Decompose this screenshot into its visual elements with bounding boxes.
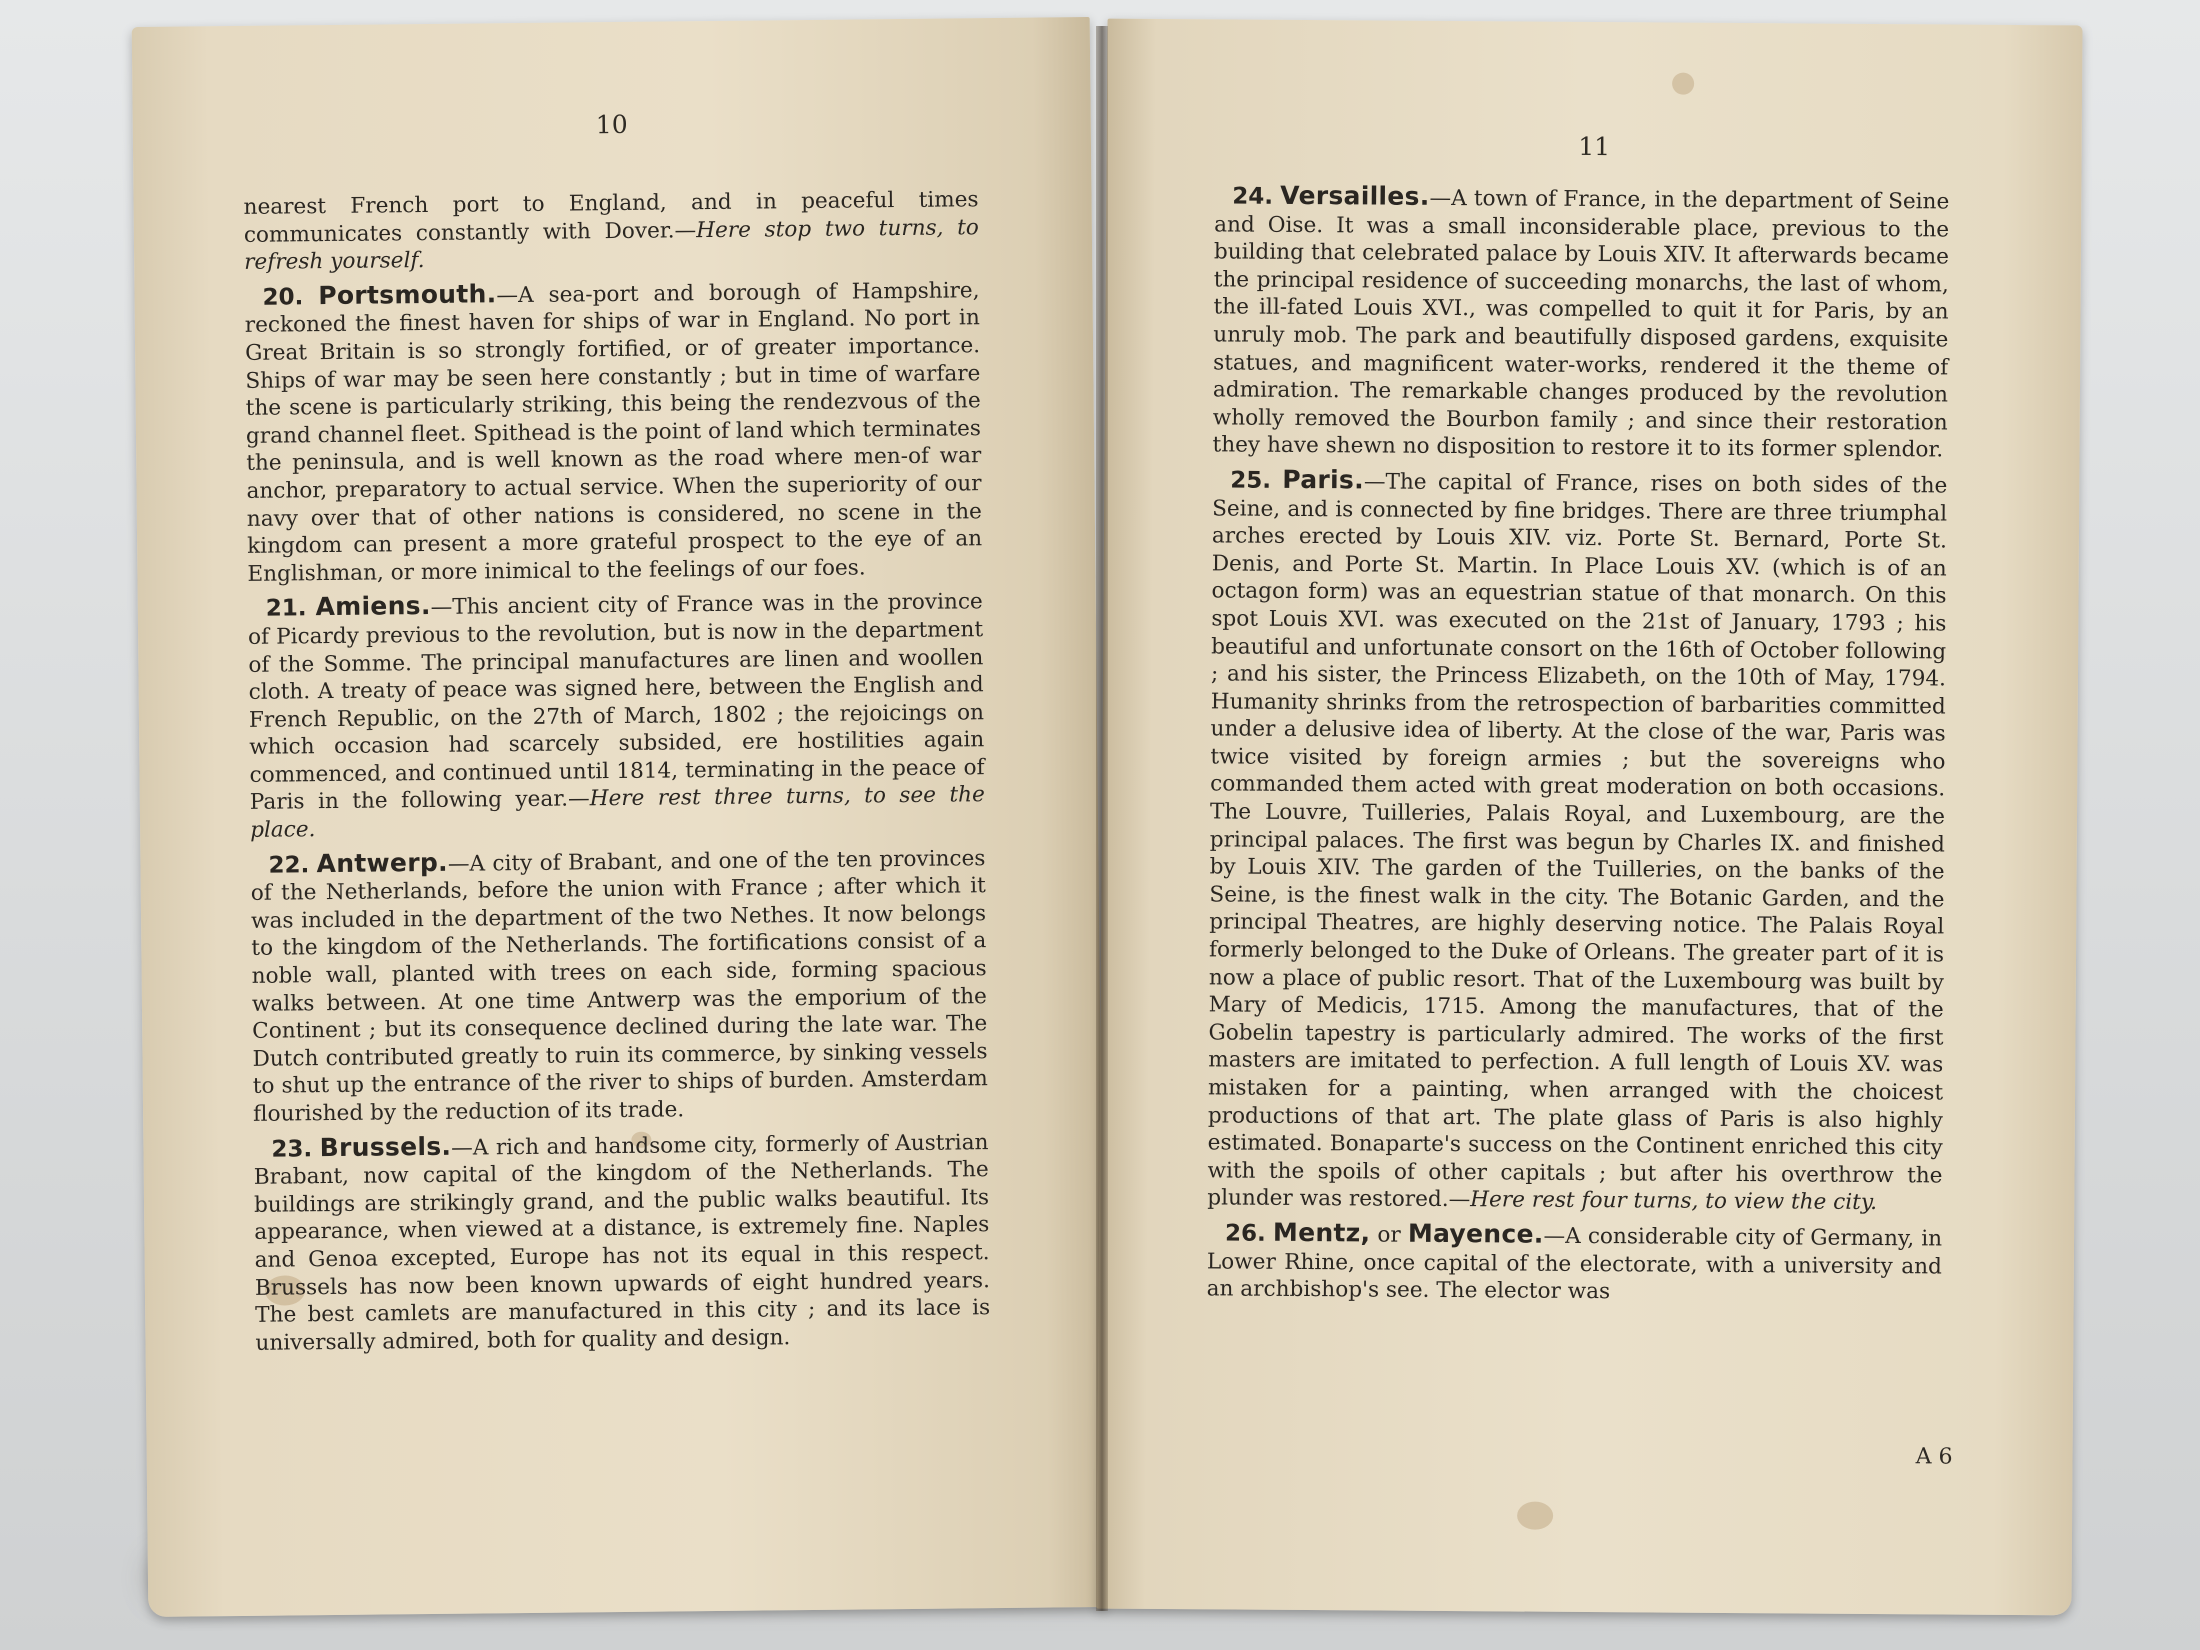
entry-title: Versailles. xyxy=(1280,180,1430,211)
entry-versailles xyxy=(1212,181,1949,464)
instruction-text: Here rest four turns, to view the city. xyxy=(1470,1187,1878,1216)
entry-text: —A rich and handsome city, formerly of Austrian Brabant, now capital of the kingdom of the Netherlands. The buildings are strikingly grand, and the public walks beautiful. Its appearance, when viewed at a distance, is extremely fine. Naples and Genoa excepted, Europe has not its equal in this respect. Brussels has now been known upwards of eight hundred years. The best camlets are manufactured in this city ; and its lace is universally admired, both for quality and design. xyxy=(253,1129,991,1356)
entry-text: —A sea-port and borough of Hampshire, reckoned the finest haven for ships of war in England. No port in Great Britain is so strongly fortified, or of greater importance. Ships of war may be seen here constantly ; but in time of warfare the scene is particularly striking, this being the rendezvous of the grand channel fleet. Spithead is the point of land which terminates the peninsula, and is well known as the road where men-of war anchor, preparatory to actual service. When the superiority of our navy over that of other nations is considered, no scene in the kingdom can present a more grateful prospect to the eye of an Englishman, or more inimical to the feelings of our foes. xyxy=(244,277,983,587)
entry-number: 22. xyxy=(268,851,310,879)
entry-title: Brussels. xyxy=(319,1131,452,1162)
entry-paris xyxy=(1207,465,1947,1217)
entry-title: Antwerp. xyxy=(316,847,449,878)
entry-number: 26. xyxy=(1224,1220,1266,1247)
entry-title: Amiens. xyxy=(315,591,431,622)
right-page-text xyxy=(1207,181,1950,1314)
entry-brussels xyxy=(253,1127,990,1357)
entry-text: —A city of Brabant, and one of the ten provinces of the Netherlands, before the union with France ; after which it was included in the department of the two Nethes. It now belongs to the kingdom of the Netherlands. The fortifications consist of a noble wall, planted with trees on each side, forming spacious walks between. At one time Antwerp was the emporium of the Continent ; but its consequence declined during the late war. The Dutch contributed greatly to ruin its commerce, by sinking vessels to shut up the entrance of the river to ships of burden. Amsterdam flourished by the reduction of its trade. xyxy=(250,845,988,1127)
entry-title-alt: Mayence. xyxy=(1407,1218,1544,1249)
entry-text: —The capital of France, rises on both sides of the Seine, and is connected by fine bridges. There are three triumphal arches erected by Louis XIV. viz. Porte St. Bernard, Porte St. Denis, and Porte St. Martin. In Place Louis XV. (which is of an octagon form) was an equestrian statue of that monarch. On this spot Louis XVI. was executed on the 21st of January, 1793 ; his beautiful and unfortunate consort on the 16th of October following ; and his sister, the Princess Elizabeth, on the 10th of May, 1794. Humanity shrinks from the retrospection of barbarities committed under a delusive idea of liberty. At the close of the war, Paris was twice visited by foreign armies ; but the sovereigns who commanded them acted with great moderation on both occasions. The Louvre, Tuilleries, Palais Royal, and Luxembourg, are the principal palaces. The first was begun by Charles IX. and finished by Louis XIV. The garden of the Tuilleries, on the banks of the Seine, is the finest walk in the city. The Botanic Garden, and the principal Theatres, are highly deserving notice. The Palais Royal formerly belonged to the Duke of Orleans. The greater part of it is now a place of public resort. That of the Luxembourg was built by Mary of Medicis, 1715. Among the manufactures, that of the Gobelin tapestry is particularly admired. The works of the first masters are imitated to perfection. A full length of Louis XV. was mistaken for a painting, when arranged with the choicest productions of that art. The plate glass of Paris is also highly estimated. Bonaparte's success on the Continent enriched this city with the spoils of other capitals ; but after his overthrow the plunder was restored.— xyxy=(1207,469,1948,1213)
instruction-text: Here stop two turns, to refresh yourself. xyxy=(244,214,979,276)
right-page xyxy=(1096,19,2082,1616)
page-number: 10 xyxy=(595,109,628,140)
entry-connector: or xyxy=(1370,1222,1408,1248)
entry-title: Mentz, xyxy=(1272,1217,1371,1248)
entry-number: 21. xyxy=(265,595,307,622)
entry-text: —A town of France, in the department of Seine and Oise. It was a small inconsiderable place, previous to the building that celebrated palace by Louis XIV. It afterwards became the principal residence of succeeding monarchs, the last of whom, the ill-fated Louis XVI., was compelled to quit it for Paris, by an unruly mob. The park and beautifully disposed gardens, exquisite statues, and magnificent water-works, rendered it the theme of admiration. The remarkable changes produced by the revolution wholly removed the Bourbon family ; and since their restoration they have shewn no disposition to restore it to its former splendor. xyxy=(1212,185,1950,463)
entry-amiens xyxy=(248,586,986,844)
entry-number: 25. xyxy=(1230,467,1272,494)
page-number: 11 xyxy=(1578,131,1611,162)
left-page xyxy=(132,17,1107,1617)
entry-text: —A considerable city of Germany, in Lower Rhine, once capital of the electorate, with a university and an archbishop's see. The elector was xyxy=(1206,1223,1943,1305)
paragraph-text: nearest French port to England, and in peaceful times communicates constantly with Dover.— xyxy=(243,187,979,248)
paper-stain xyxy=(1517,1502,1553,1530)
signature-mark: A 6 xyxy=(1915,1444,1953,1470)
entry-text: —This ancient city of France was in the province of Picardy previous to the revolution, but is now in the department of the Somme. The principal manufactures are linen and woollen cloth. A treaty of peace was signed here, between the English and French Republic, on the 27th of March, 1802 ; the rejoicings on which occasion had scarcely subsided, ere hostilities again commenced, and continued until 1814, terminating in the peace of Paris in the following year.— xyxy=(247,589,985,816)
entry-antwerp xyxy=(250,843,988,1129)
instruction-text: Here rest three turns, to see the place. xyxy=(249,782,985,843)
paper-stain xyxy=(1672,73,1694,95)
entry-number: 24. xyxy=(1232,183,1274,210)
entry-number: 23. xyxy=(271,1135,313,1163)
entry-number: 20. xyxy=(262,284,304,311)
book-gutter xyxy=(1096,26,1108,1611)
continuation-paragraph xyxy=(243,186,979,276)
entry-portsmouth xyxy=(244,275,982,588)
entry-title: Paris. xyxy=(1282,464,1365,495)
entry-mentz xyxy=(1207,1218,1943,1308)
left-page-text xyxy=(243,186,990,1363)
entry-title: Portsmouth. xyxy=(318,279,497,310)
